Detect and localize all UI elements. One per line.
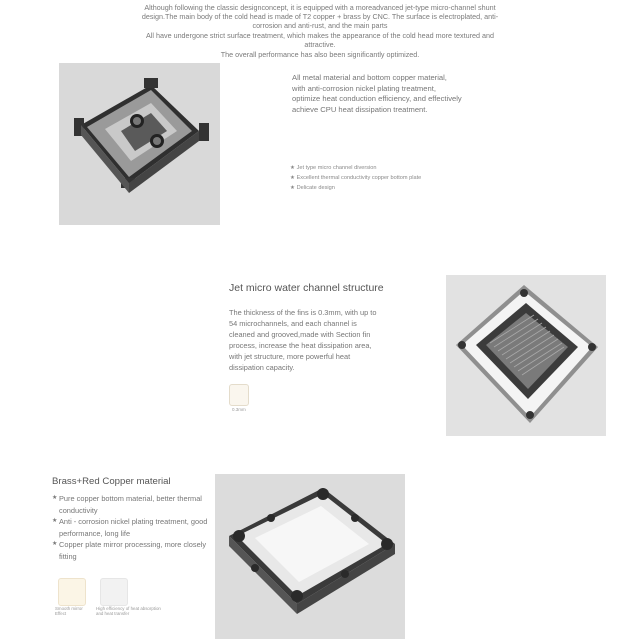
feature-list [290,163,470,193]
micro-channel-description: The thickness of the fins is 0.3mm, with up to 54 microchannels, and each channel is cleaned and grooved,made with Section fin process, increase the heat dissipation area, with jet structure, more powerful heat dissipation capacity. [229,308,377,372]
thumb-label: High efficiency of heat absorption and heat transfer [96,606,161,617]
list-item: ★ Copper plate mirror processing, more closely fitting [52,540,207,561]
intro-line-2: All have undergone strict surface treatment, which makes the appearance of the cold head more textured and attractive. [146,31,494,49]
intro-line-3: The overall performance has also been significantly optimized. [220,50,420,59]
fin-thickness-label: 0.3mm [232,407,246,412]
cold-head-photo-top [59,63,220,225]
feature-item: ★ Jet type micro channel diversion [290,165,377,171]
section-title-material: Brass+Red Copper material [52,476,171,487]
heat-transfer-thumbnail [100,578,128,606]
fin-thumbnail [229,384,249,406]
feature-item: ★ Excellent thermal conductivity copper bottom plate [290,175,422,181]
intro-text [130,3,510,60]
material-feature-list [52,493,217,562]
list-item: ★ Pure copper bottom material, better thermal conductivity [52,494,202,515]
thumb-label: Smooth mirror Effect [55,606,83,617]
section-title-micro-channel: Jet micro water channel structure [229,282,384,294]
list-item: ★ Anti - corrosion nickel plating treatment, good performance, long life [52,517,208,538]
copper-base-photo [446,275,606,436]
material-description: All metal material and bottom copper material, with anti-corrosion nickel plating treatment, optimize heat conduction efficiency, and effectively achieve CPU heat dissipation treatment. [292,73,462,114]
intro-line-1: Although following the classic designconcept, it is equipped with a moreadvanced jet-type micro-channel shunt design.The main body of the cold head is made of T2 copper + brass by CNC. The surface is electroplated, anti-corrosion and anti-rust, and the main parts [141,3,499,30]
cold-head-photo-mirror [215,474,405,639]
smooth-mirror-thumbnail [58,578,86,606]
feature-item: ★ Delicate design [290,185,335,191]
